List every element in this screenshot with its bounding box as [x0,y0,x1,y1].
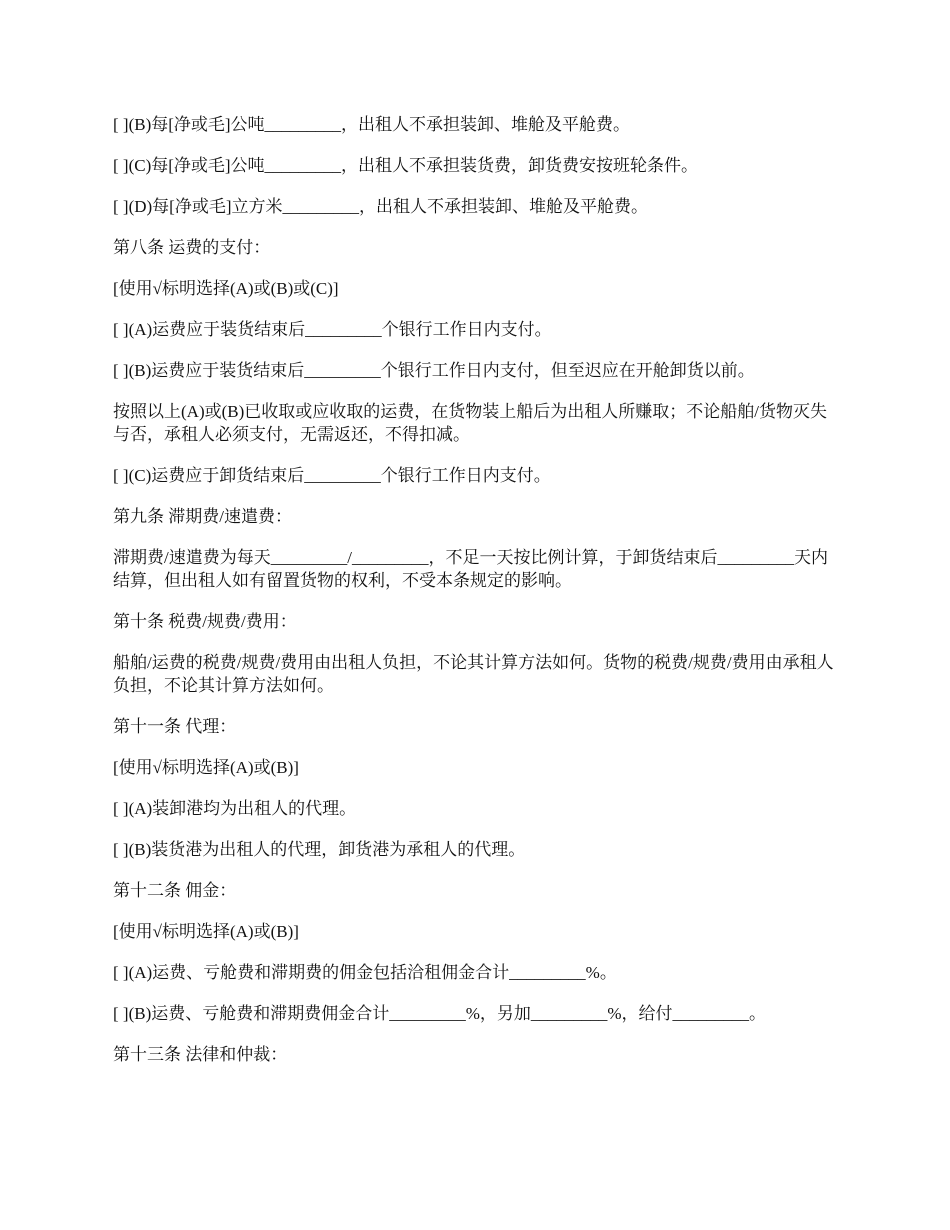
clause-8-note: 按照以上(A)或(B)已收取或应收取的运费，在货物装上船后为出租人所赚取；不论船舶/货物灭失与否，承租人必须支付，无需返还，不得扣减。 [113,402,827,444]
clause-8-heading: 第八条 运费的支付： [113,238,271,257]
clause-7-option-d: [ ](D)每[净或毛]立方米_________，出租人不承担装卸、堆舱及平舱费。 [113,197,648,216]
clause-9-body: 滞期费/速遣费为每天_________/_________，不足一天按比例计算，于卸货结束后_________天内结算，但出租人如有留置货物的权利，不受本条规定的影响。 [113,548,828,590]
clause-10-heading: 第十条 税费/规费/费用： [113,612,297,631]
clause-7-option-c: [ ](C)每[净或毛]公吨_________，出租人不承担装货费，卸货费安按班轮条件。 [113,156,699,175]
clause-10-body: 船舶/运费的税费/规费/费用由出租人负担，不论其计算方法如何。货物的税费/规费/费用由承租人负担，不论其计算方法如何。 [113,653,834,695]
clause-8-option-a: [ ](A)运费应于装货结束后_________个银行工作日内支付。 [113,320,552,339]
clause-12-option-a: [ ](A)运费、亏舱费和滞期费的佣金包括洽租佣金合计_________%。 [113,963,617,982]
clause-11-option-a: [ ](A)装卸港均为出租人的代理。 [113,799,357,818]
clause-12-option-b: [ ](B)运费、亏舱费和滞期费佣金合计_________%，另加_________%，给付_________。 [113,1004,767,1023]
clause-8-instruction: [使用√标明选择(A)或(B)或(C)] [113,279,339,298]
clause-11-instruction: [使用√标明选择(A)或(B)] [113,758,299,777]
clause-12-heading: 第十二条 佣金： [113,881,237,900]
clause-8-option-b: [ ](B)运费应于装货结束后_________个银行工作日内支付，但至迟应在开舱卸货以前。 [113,361,755,380]
clause-8-option-c: [ ](C)运费应于卸货结束后_________个银行工作日内支付。 [113,466,551,485]
clause-12-instruction: [使用√标明选择(A)或(B)] [113,922,299,941]
clause-7-option-b: [ ](B)每[净或毛]公吨_________，出租人不承担装卸、堆舱及平舱费。 [113,115,631,134]
document-page [113,113,840,1084]
clause-9-heading: 第九条 滞期费/速遣费： [113,507,292,526]
clause-13-heading: 第十三条 法律和仲裁： [113,1045,288,1064]
clause-11-heading: 第十一条 代理： [113,717,237,736]
clause-11-option-b: [ ](B)装货港为出租人的代理，卸货港为承租人的代理。 [113,840,526,859]
